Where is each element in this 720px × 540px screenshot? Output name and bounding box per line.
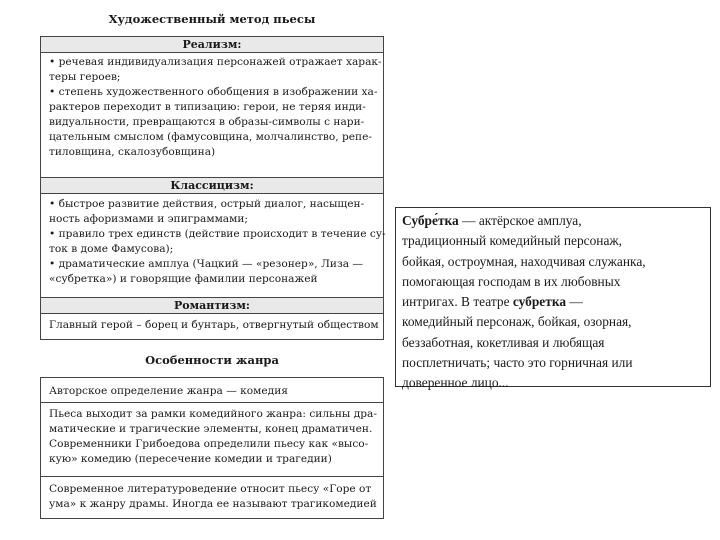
classicism-heading: Классицизм: <box>41 177 383 194</box>
definition-line: беззаботная, кокетливая и любящая <box>402 334 605 350</box>
definition-term-2: субретка <box>512 294 567 310</box>
genre-row: Современное литературоведение относит пьесу «Горе от <box>49 483 372 495</box>
realism-line: видуальности, превращаются в образы-символы с нари- <box>49 116 365 128</box>
realism-line: • речевая индивидуализация персонажей отражает харак- <box>49 56 382 68</box>
realism-line: рактеров переходит в типизацию: герои, не теряя инди- <box>49 101 366 113</box>
definition-text: интригах. В театре <box>402 294 513 310</box>
genre-row: Современники Грибоедова определили пьесу как «высо- <box>49 438 369 450</box>
classicism-line: ток в доме Фамусова); <box>49 243 174 255</box>
definition-line: бойкая, остроумная, находчивая служанка, <box>402 253 646 269</box>
romanticism-heading: Романтизм: <box>41 297 383 314</box>
definition-text: — <box>566 294 583 310</box>
method-table <box>40 36 384 340</box>
method-title: Художественный метод пьесы <box>108 12 316 26</box>
romanticism-line: Главный герой – борец и бунтарь, отвергнутый обществом <box>49 319 379 331</box>
definition-term: Субре́тка <box>402 213 459 228</box>
genre-table <box>40 377 384 519</box>
genre-row: матические и трагические элементы, конец драматичен. <box>49 423 373 435</box>
realism-line: теры героев; <box>49 71 121 83</box>
classicism-line: • драматические амплуа (Чацкий — «резонер», Лиза — <box>49 258 363 270</box>
definition-line: доверенное лицо... <box>402 375 509 391</box>
definition-line: традиционный комедийный персонаж, <box>402 233 622 249</box>
soubrette-definition <box>395 207 711 391</box>
genre-row: кую» комедию (пересечение комедии и трагедии) <box>49 453 332 465</box>
classicism-line: ность афоризмами и эпиграммами; <box>49 213 248 225</box>
realism-line: • степень художественного обобщения в изображении ха- <box>49 86 378 98</box>
definition-text: — актёрское амплуа, <box>458 213 582 228</box>
classicism-line: «субретка») и говорящие фамилии персонажей <box>49 273 318 285</box>
genre-row: Авторское определение жанра — комедия <box>49 385 288 397</box>
definition-line: помогающая господам в их любовных <box>402 273 621 289</box>
realism-heading: Реализм: <box>41 37 383 53</box>
definition-line: посплетничать; часто это горничная или <box>402 355 633 371</box>
classicism-line: • быстрое развитие действия, острый диалог, насыщен- <box>49 198 365 210</box>
realism-line: тиловщина, скалозубовщина) <box>49 146 216 158</box>
definition-line: комедийный персонаж, бойкая, озорная, <box>402 314 632 330</box>
classicism-line: • правило трех единств (действие происходит в течение су- <box>49 228 386 240</box>
genre-row: Пьеса выходит за рамки комедийного жанра: сильны дра- <box>49 408 377 420</box>
realism-line: цательным смыслом (фамусовщина, молчалинство, репе- <box>49 131 372 143</box>
genre-title: Особенности жанра <box>145 353 279 367</box>
genre-row: ума» к жанру драмы. Иногда ее называют трагикомедией <box>49 498 377 510</box>
